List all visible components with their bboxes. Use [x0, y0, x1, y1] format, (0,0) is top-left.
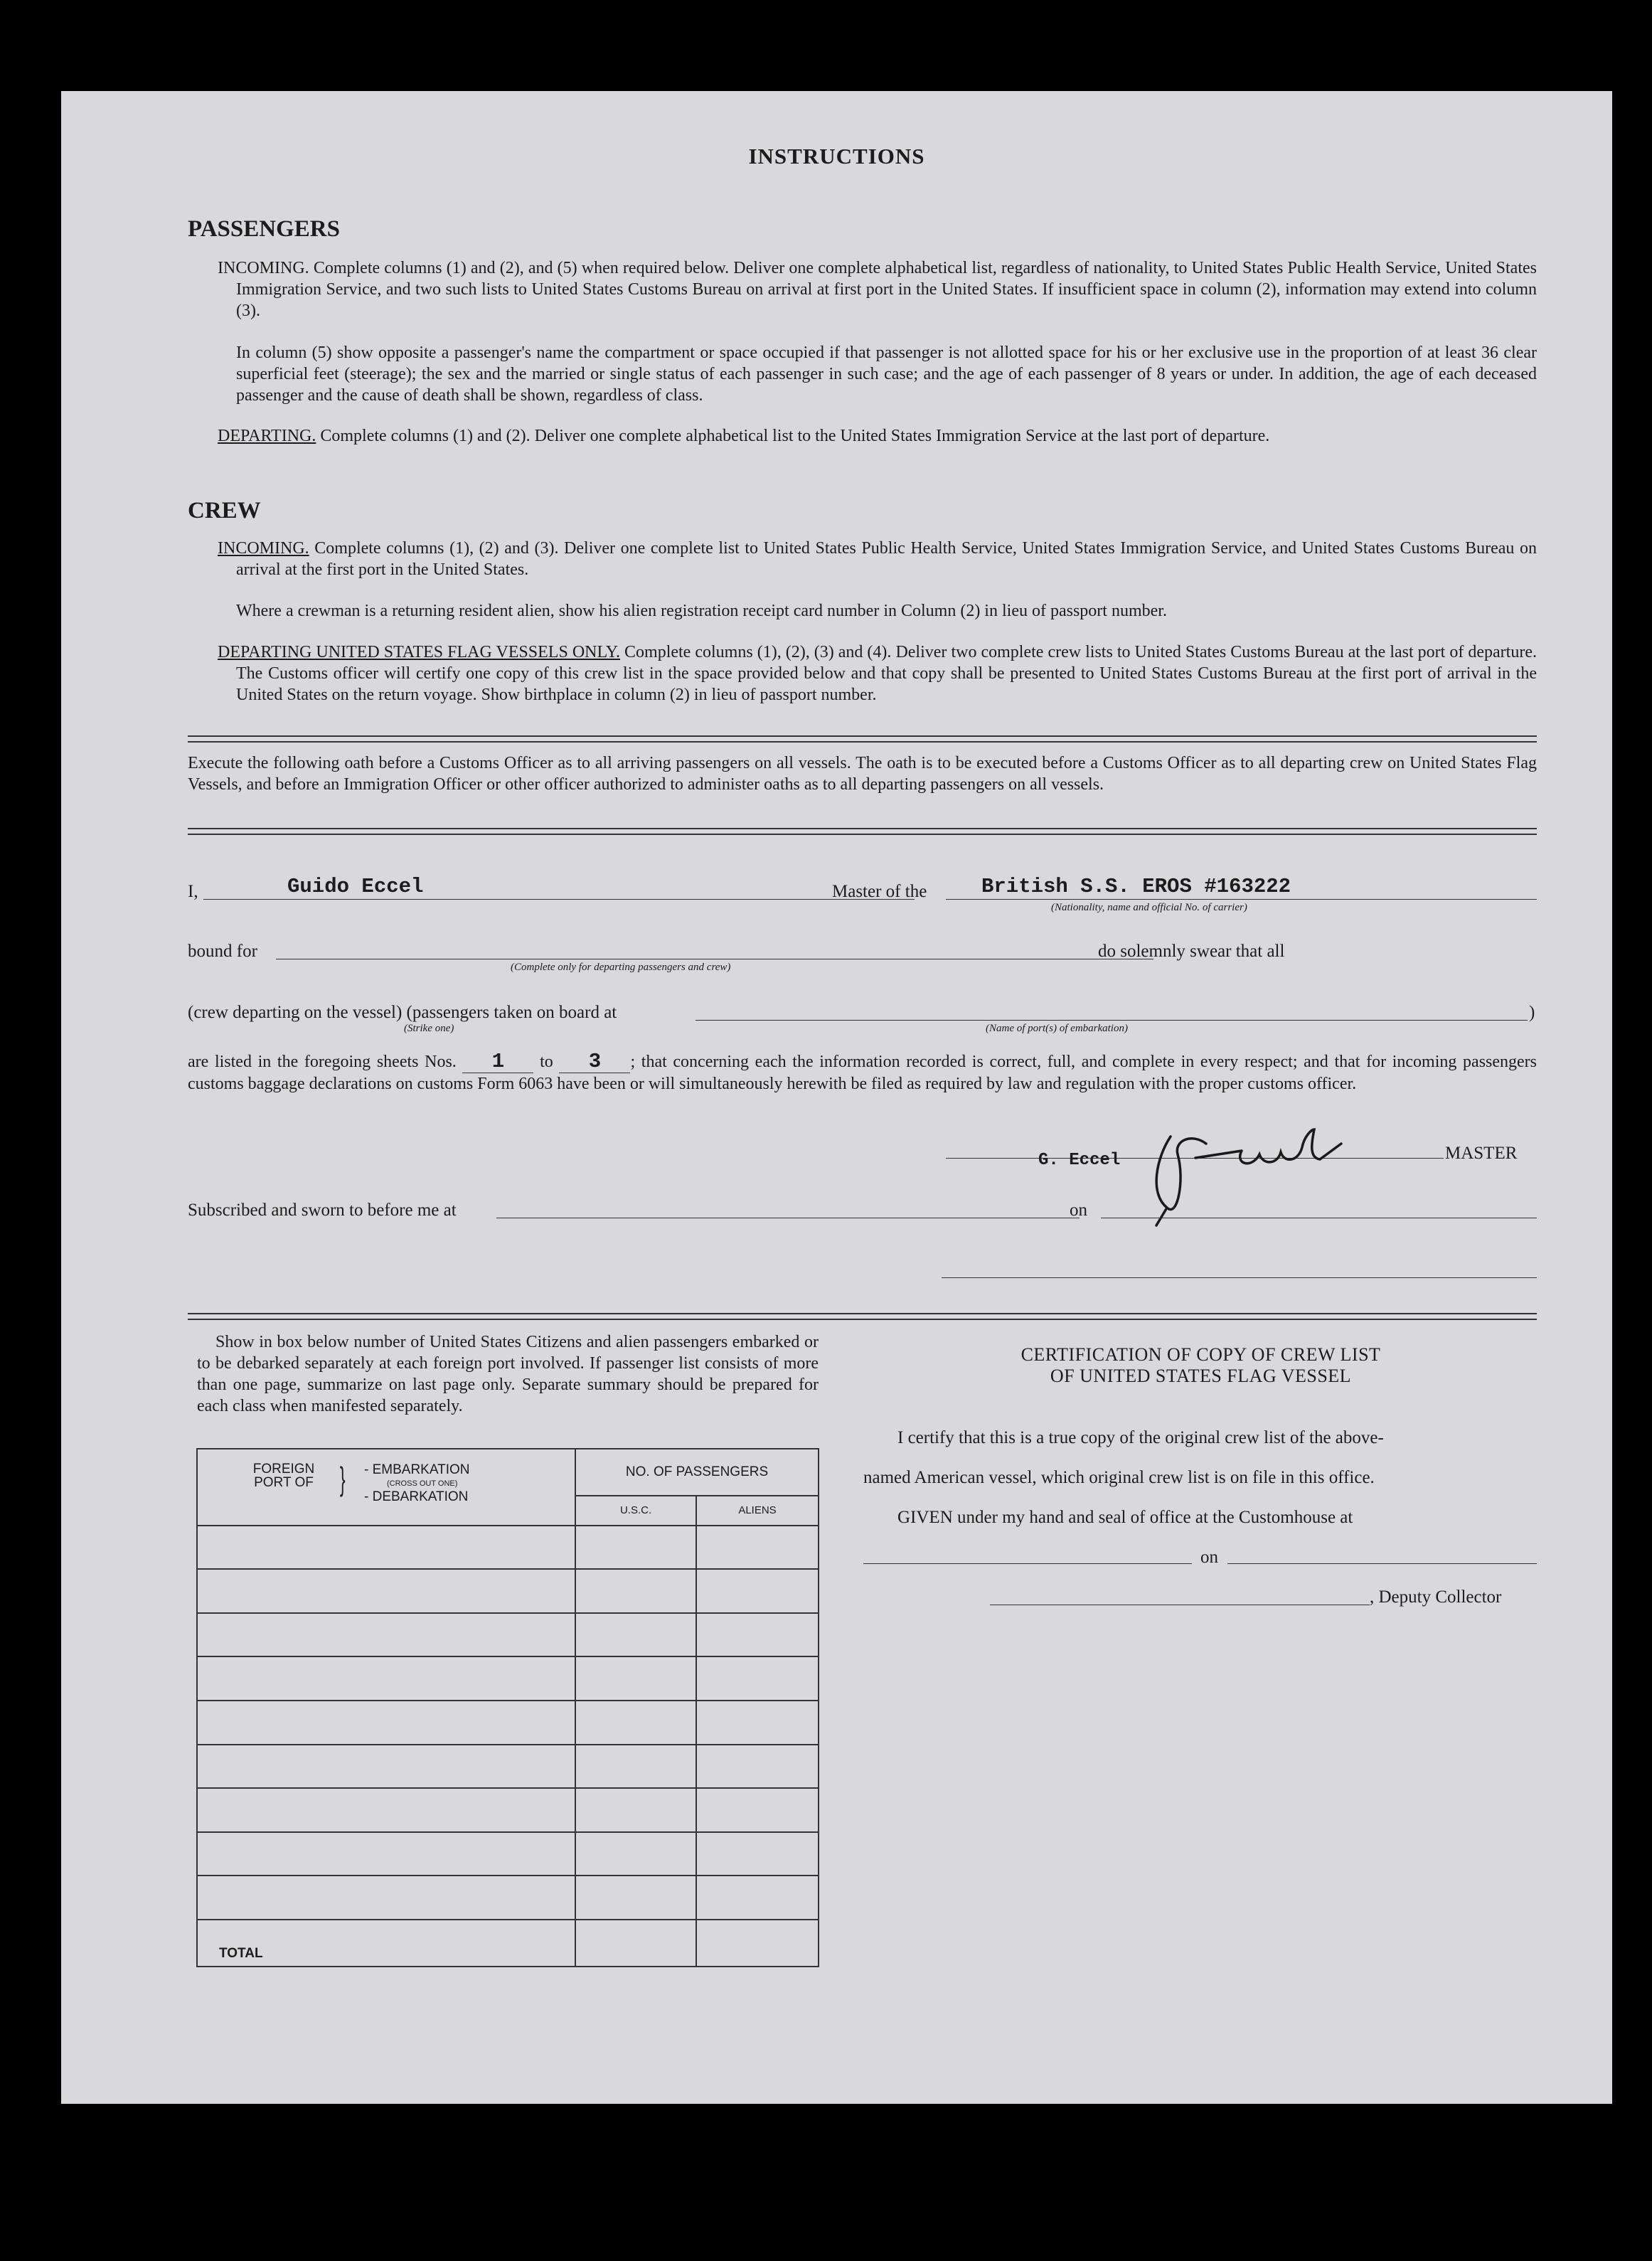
embarkation-label: - EMBARKATION — [364, 1462, 470, 1477]
crew-departing-paragraph — [218, 642, 1537, 706]
sheet-to-value: 3 — [559, 1051, 630, 1073]
crew-heading: CREW — [188, 498, 261, 523]
swear-label: do solemnly swear that all — [1098, 942, 1285, 961]
crew-returning-paragraph: Where a crewman is a returning resident alien, show his alien registration receipt card number in Column (2) in lieu of passport number. — [236, 602, 1167, 620]
oath-intro-paragraph: Execute the following oath before a Customs Officer as to all arriving passengers on all vessels. The oath is to be executed before a Customs Officer as to all departing crew on United States Flag Vessels, and before an Immigration Officer or other officer authorized to administer oaths as to all departing passengers on all vessels. — [188, 754, 1537, 794]
customhouse-line — [863, 1563, 1192, 1564]
oath-i-label: I, — [188, 882, 198, 901]
listed-text: ; that concerning each the information recorded is correct, full, and complete in every respect; and that for incoming passengers customs baggage declarations on customs Form 6063 have been or will simultaneously herewith be filed as required by law and regulation with the proper customs officer. — [188, 1053, 1538, 1093]
total-row — [197, 1920, 819, 1967]
master-typed-name: G. Eccel — [1038, 1151, 1121, 1170]
port-header-cell — [197, 1449, 575, 1526]
brace-symbol: } — [339, 1460, 346, 1497]
crew-departing-text: Complete columns (1), (2), (3) and (4). Deliver two complete crew lists to United States Customs Bureau at the last port of departure. The Customs officer will certify one copy of this crew list in the space provided below and that copy shall be presented to United States Customs Bureau at the first port of arrival in the United States on the return voyage. Show birthplace in column (2) in lieu of passport number. — [236, 643, 1537, 704]
table-row — [197, 1745, 819, 1789]
vessel-caption: (Nationality, name and official No. of carrier) — [1051, 902, 1247, 913]
subscribed-label: Subscribed and sworn to before me at — [188, 1201, 457, 1220]
crew-incoming-text: Complete columns (1), (2) and (3). Deliver one complete list to United States Public Health Service, United States Immigration Service, and United States Customs Bureau on arrival at the first port in the United States. — [236, 539, 1537, 579]
close-paren: ) — [1529, 1003, 1535, 1022]
passenger-summary-table — [196, 1448, 819, 1967]
certification-date-line — [1227, 1563, 1537, 1564]
vessel-value: British S.S. EROS #163222 — [981, 875, 1291, 898]
crew-incoming-label: INCOMING. — [218, 539, 309, 558]
summary-instructions: Show in box below number of United States Citizens and alien passengers embarked or to be debarked separately at each foreign port involved. If passenger list consists of more than one page, summarize on last page only. Separate summary should be prepared for each class when manifested separately. — [197, 1333, 819, 1415]
certification-title-line2: OF UNITED STATES FLAG VESSEL — [1050, 1366, 1352, 1386]
section-divider — [188, 735, 1537, 743]
usc-header: U.S.C. — [575, 1496, 696, 1526]
passengers-departing-paragraph — [218, 425, 1537, 447]
passengers-incoming-label: INCOMING. — [218, 259, 309, 277]
passengers-incoming-paragraph — [218, 257, 1537, 321]
embarkation-port-caption: (Name of port(s) of embarkation) — [986, 1023, 1128, 1034]
crew-departing-oath-label: (crew departing on the vessel) (passengers taken on board at — [188, 1003, 617, 1022]
table-row — [197, 1569, 819, 1613]
table-row — [197, 1876, 819, 1920]
master-name-line — [203, 899, 915, 900]
section-divider — [188, 828, 1537, 835]
certification-on-label: on — [1200, 1548, 1218, 1567]
cross-out-label: (CROSS OUT ONE) — [387, 1479, 458, 1488]
vessel-line — [946, 899, 1537, 900]
crew-departing-label: DEPARTING UNITED STATES FLAG VESSELS ONLY. — [218, 643, 620, 661]
embarkation-port-line — [696, 1020, 1528, 1021]
foreign-port-label: FOREIGN PORT OF — [252, 1462, 315, 1490]
certification-title-line1: CERTIFICATION OF COPY OF CREW LIST — [1020, 1344, 1381, 1365]
passengers-departing-text: Complete columns (1) and (2). Deliver one complete alphabetical list to the United States Immigration Service at the last port of departure. — [320, 427, 1270, 445]
aliens-header: ALIENS — [696, 1496, 819, 1526]
strike-one-caption: (Strike one) — [404, 1023, 454, 1034]
section-divider — [188, 1313, 1537, 1320]
passengers-column5-paragraph: In column (5) show opposite a passenger's name the compartment or space occupied if that passenger is not allotted space for his or her exclusive use in the proportion of at least 36 clear superficial feet (steerage); the sex and the married or single status of each passenger in such case; and the age of each passenger of 8 years or under. In addition, the age of each deceased passenger and the cause of death shall be shown, regardless of class. — [236, 344, 1537, 405]
table-row — [197, 1526, 819, 1570]
passengers-incoming-text: Complete columns (1) and (2), and (5) when required below. Deliver one complete alphabetical list, regardless of nationality, to United States Public Health Service, United States Immigration Service, and two such lists to United States Customs Bureau on arrival at first port in the United States. If insufficient space in column (2), information may extend into column (3). — [236, 259, 1537, 320]
table-row — [197, 1701, 819, 1745]
master-handwritten-signature — [1128, 1115, 1355, 1229]
listed-prefix: are listed in the foregoing sheets Nos. — [188, 1053, 457, 1071]
officer-signature-line — [942, 1277, 1537, 1278]
table-row — [197, 1613, 819, 1657]
table-row — [197, 1656, 819, 1701]
table-row — [197, 1832, 819, 1876]
passengers-departing-label: DEPARTING. — [218, 427, 316, 445]
certify-text-line1: I certify that this is a true copy of the original crew list of the above- — [897, 1428, 1384, 1447]
page-title: INSTRUCTIONS — [748, 144, 925, 169]
table-row — [197, 1788, 819, 1832]
debarkation-label: - DEBARKATION — [364, 1489, 469, 1504]
total-label: TOTAL — [197, 1920, 575, 1967]
master-label: MASTER — [1445, 1144, 1518, 1163]
certification-title — [865, 1344, 1537, 1387]
to-label: to — [540, 1053, 553, 1071]
passengers-heading: PASSENGERS — [188, 216, 340, 242]
certify-text-line2: named American vessel, which original crew list is on file in this office. — [863, 1468, 1375, 1487]
crew-incoming-paragraph — [218, 538, 1537, 580]
master-name-value: Guido Eccel — [287, 875, 424, 898]
bound-for-label: bound for — [188, 942, 257, 961]
master-of-label: Master of the — [832, 882, 927, 901]
document-page — [61, 91, 1612, 2104]
subscribed-on-label: on — [1070, 1201, 1087, 1220]
no-passengers-header: NO. OF PASSENGERS — [575, 1449, 819, 1496]
deputy-collector-label: , Deputy Collector — [1370, 1587, 1502, 1607]
listed-paragraph — [188, 1051, 1537, 1095]
sheet-from-value: 1 — [462, 1051, 533, 1073]
given-text: GIVEN under my hand and seal of office at the Customhouse at — [897, 1508, 1353, 1527]
bound-for-caption: (Complete only for departing passengers and crew) — [511, 962, 731, 973]
